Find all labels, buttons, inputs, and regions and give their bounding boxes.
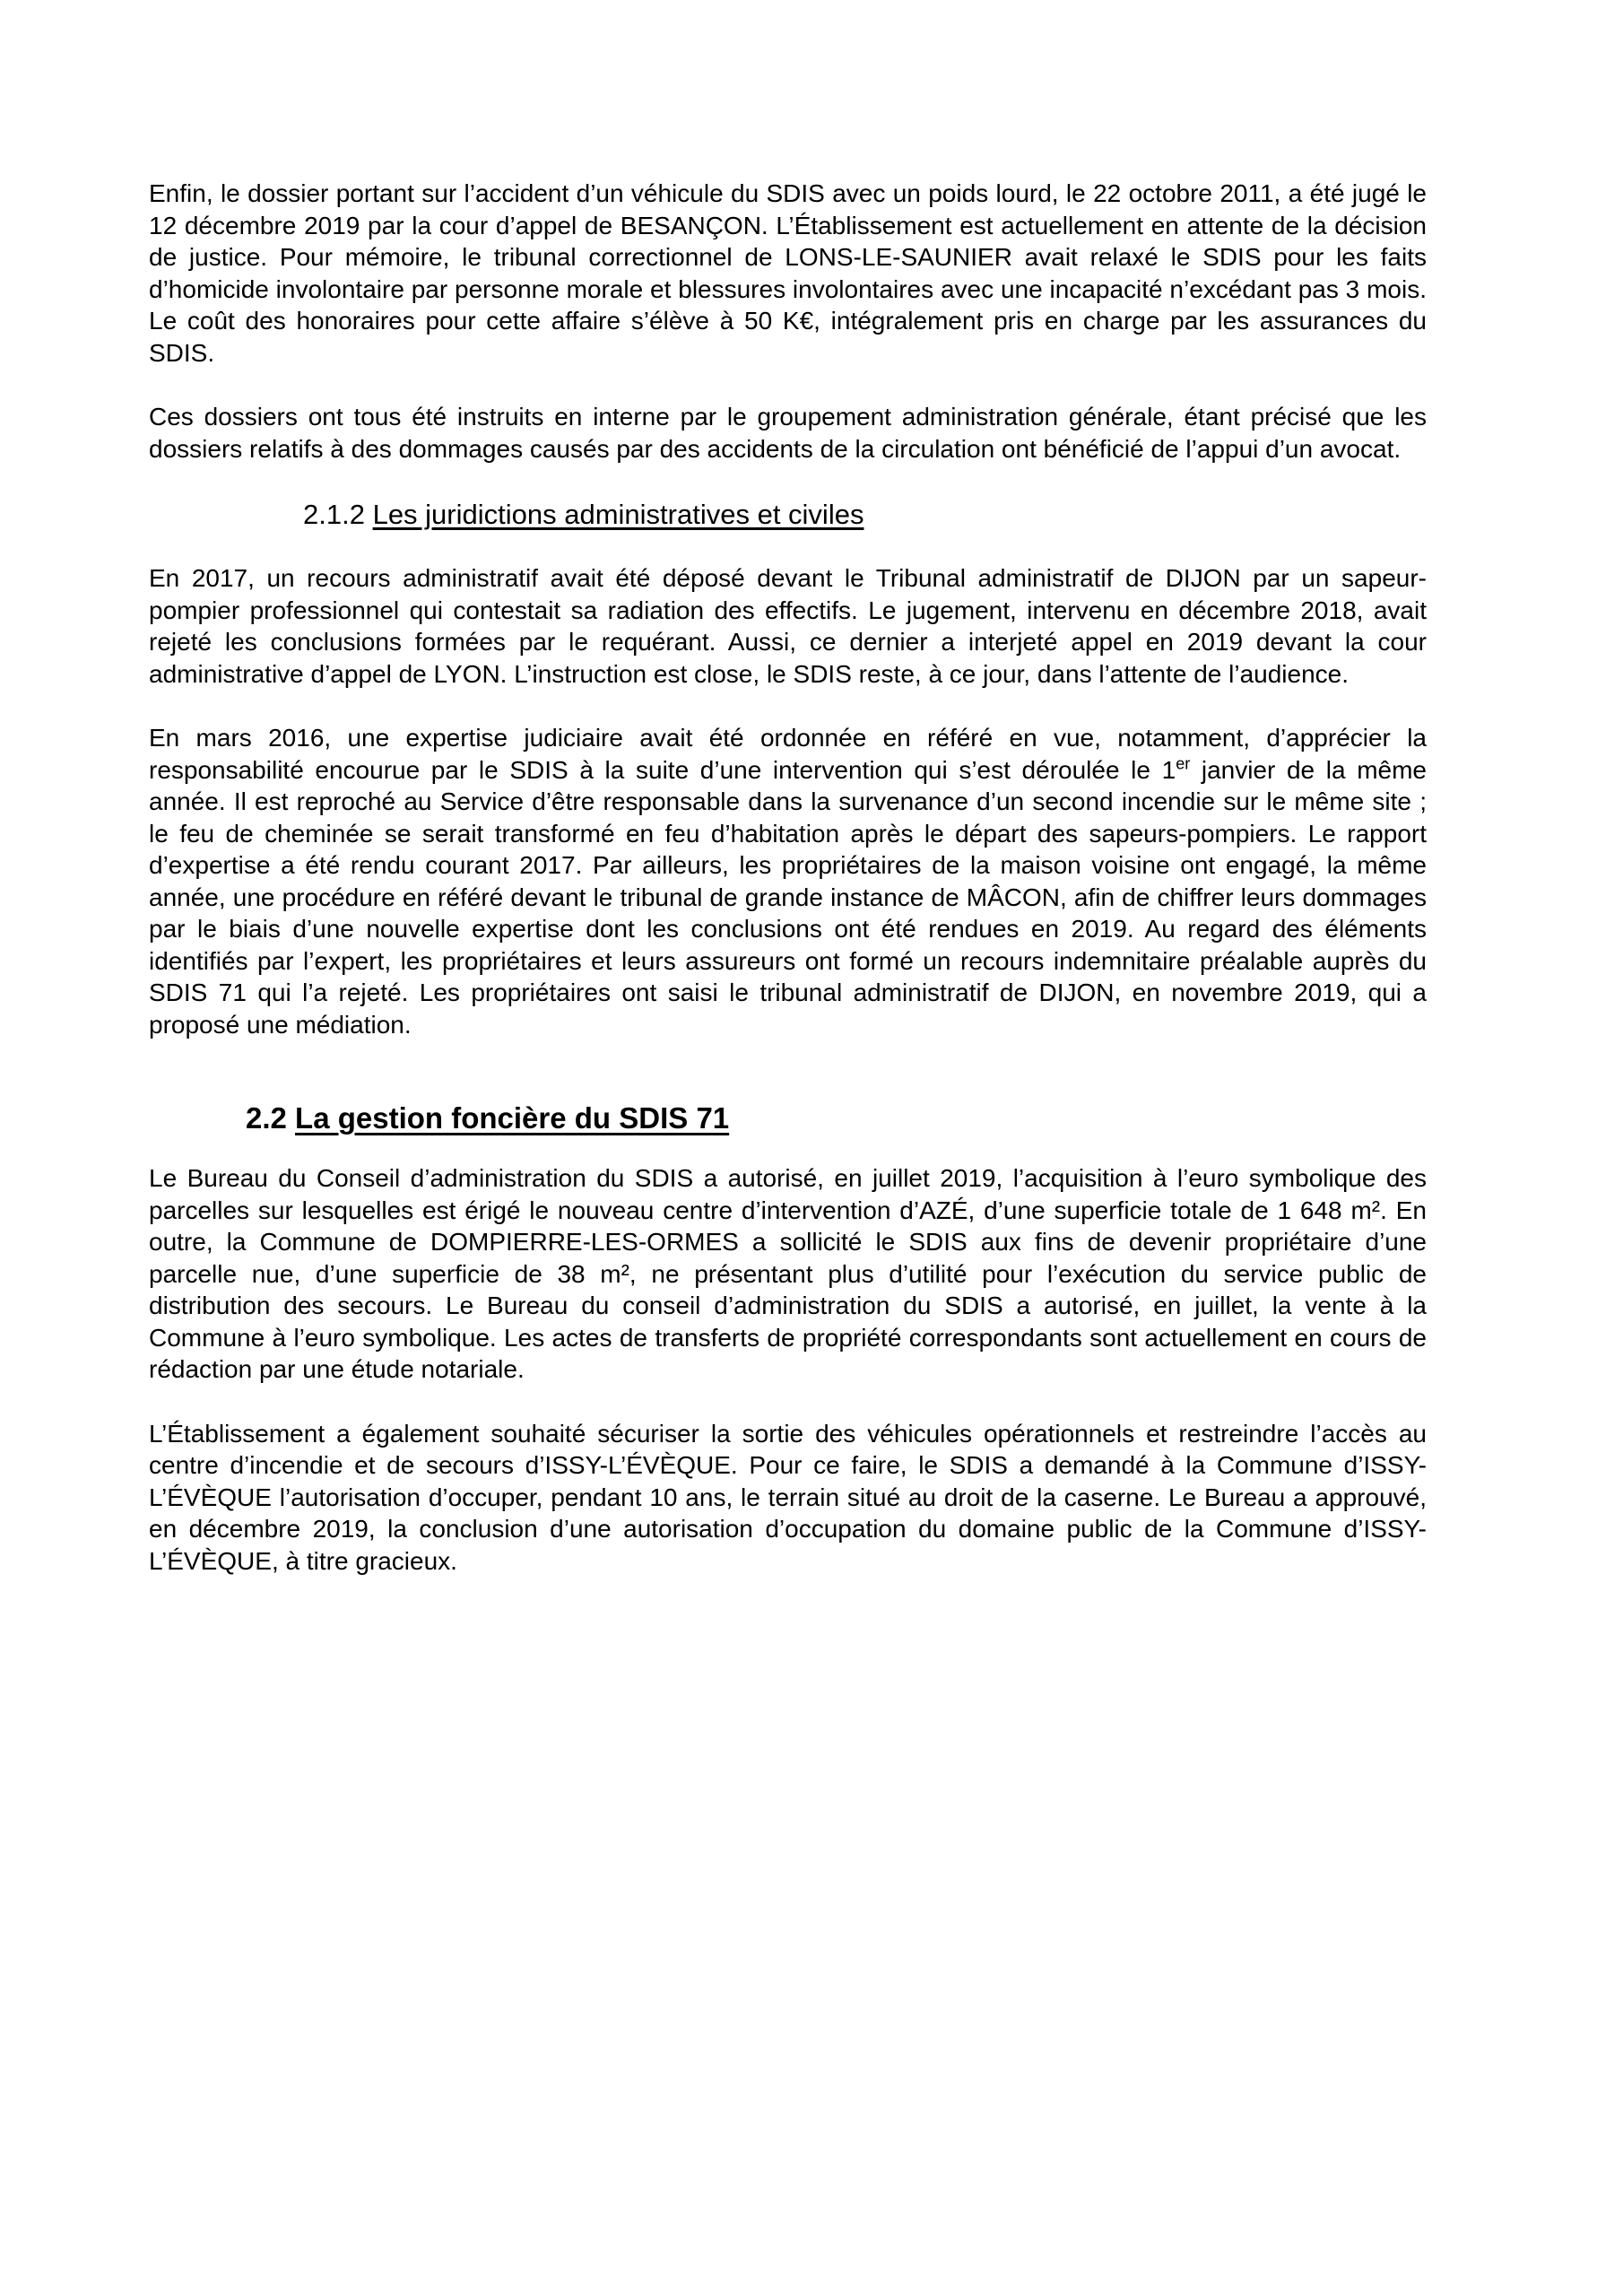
section-22-number: 2.2: [246, 1101, 287, 1135]
paragraph-land-acquisition: Le Bureau du Conseil d’administration du SDIS a autorisé, en juillet 2019, l’acquisition à l’euro symbolique des parcelles sur lesquelles est érigé le nouveau centre d’intervention d’AZÉ, d’une superficie totale de 1 648 m². En outre, la Commune de DOMPIERRE-LES-ORMES a sollicité le SDIS aux fins de devenir propriétaire d’une parcelle nue, d’une superficie de 38 m², ne présentant plus d’utilité pour l’exécution du service public de distribution des secours. Le Bureau du conseil d’administration du SDIS a autorisé, en juillet, la vente à la Commune à l’euro symbolique. Les actes de transferts de propriété correspondants sont actuellement en cours de rédaction par une étude notariale.: [149, 1164, 1427, 1383]
section-212-number: 2.1.2: [303, 499, 365, 530]
paragraph-occupation-authorization: L’Établissement a également souhaité sécuriser la sortie des véhicules opérationnels et restreindre l’accès au centre d’incendie et de secours d’ISSY-L’ÉVÈQUE. Pour ce faire, le SDIS a demandé à la Commune d’ISSY-L’ÉVÈQUE l’autorisation d’occuper, pendant 10 ans, le terrain situé au droit de la caserne. Le Bureau a approuvé, en décembre 2019, la conclusion d’une autorisation d’occupation du domaine public de la Commune d’ISSY-L’ÉVÈQUE, à titre gracieux.: [149, 1419, 1427, 1575]
paragraph-appeal-besancon: Enfin, le dossier portant sur l’accident d’un véhicule du SDIS avec un poids lourd, le 22 octobre 2011, a été jugé le 12 décembre 2019 par la cour d’appel de BESANÇON. L’Établissement est actuellement en attente de la décision de justice. Pour mémoire, le tribunal correctionnel de LONS-LE-SAUNIER avait relaxé le SDIS pour les faits d’homicide involontaire par personne morale et blessures involontaires avec une incapacité n’excédant pas 3 mois. Le coût des honoraires pour cette affaire s’élève à 50 K€, intégralement pris en charge par les assurances du SDIS.: [149, 179, 1427, 367]
ordinal-superscript: er: [1176, 754, 1191, 773]
section-22-title: La gestion foncière du SDIS 71: [295, 1101, 730, 1135]
section-212-heading: [303, 497, 1427, 533]
section-22-heading: [246, 1100, 1427, 1137]
section-212-title: Les juridictions administratives et civiles: [372, 499, 864, 530]
paragraph-judicial-expertise: [149, 722, 1427, 1040]
paragraph-internal-instruction: Ces dossiers ont tous été instruits en interne par le groupement administration générale, étant précisé que les dossiers relatifs à des dommages causés par des accidents de la circulation ont bénéficié de l’appui d’un avocat.: [149, 403, 1427, 463]
paragraph-judicial-expertise-part2: janvier de la même année. Il est reproché au Service d’être responsable dans la survenance d’un second incendie sur le même site ; le feu de cheminée se serait transformé en feu d’habitation après le départ des sapeurs-pompiers. Le rapport d’expertise a été rendu courant 2017. Par ailleurs, les propriétaires de la maison voisine ont engagé, la même année, une procédure en référé devant le tribunal de grande instance de MÂCON, afin de chiffrer leurs dommages par le biais d’une nouvelle expertise dont les conclusions ont été rendues en 2019. Au regard des éléments identifiés par l’expert, les propriétaires et leurs assureurs ont formé un recours indemnitaire préalable auprès du SDIS 71 qui l’a rejeté. Les propriétaires ont saisi le tribunal administratif de DIJON, en novembre 2019, qui a proposé une médiation.: [149, 755, 1427, 1039]
paragraph-administrative-appeal: En 2017, un recours administratif avait été déposé devant le Tribunal administratif de DIJON par un sapeur-pompier professionnel qui contestait sa radiation des effectifs. Le jugement, intervenu en décembre 2018, avait rejeté les conclusions formées par le requérant. Aussi, ce dernier a interjeté appel en 2019 devant la cour administrative d’appel de LYON. L’instruction est close, le SDIS reste, à ce jour, dans l’attente de l’audience.: [149, 564, 1427, 688]
paragraph-judicial-expertise-part1: En mars 2016, une expertise judiciaire avait été ordonnée en référé en vue, notamment, d’apprécier la responsabilité encourue par le SDIS à la suite d’une intervention qui s’est déroulée le 1: [149, 724, 1427, 784]
document-page: [149, 178, 1427, 1577]
